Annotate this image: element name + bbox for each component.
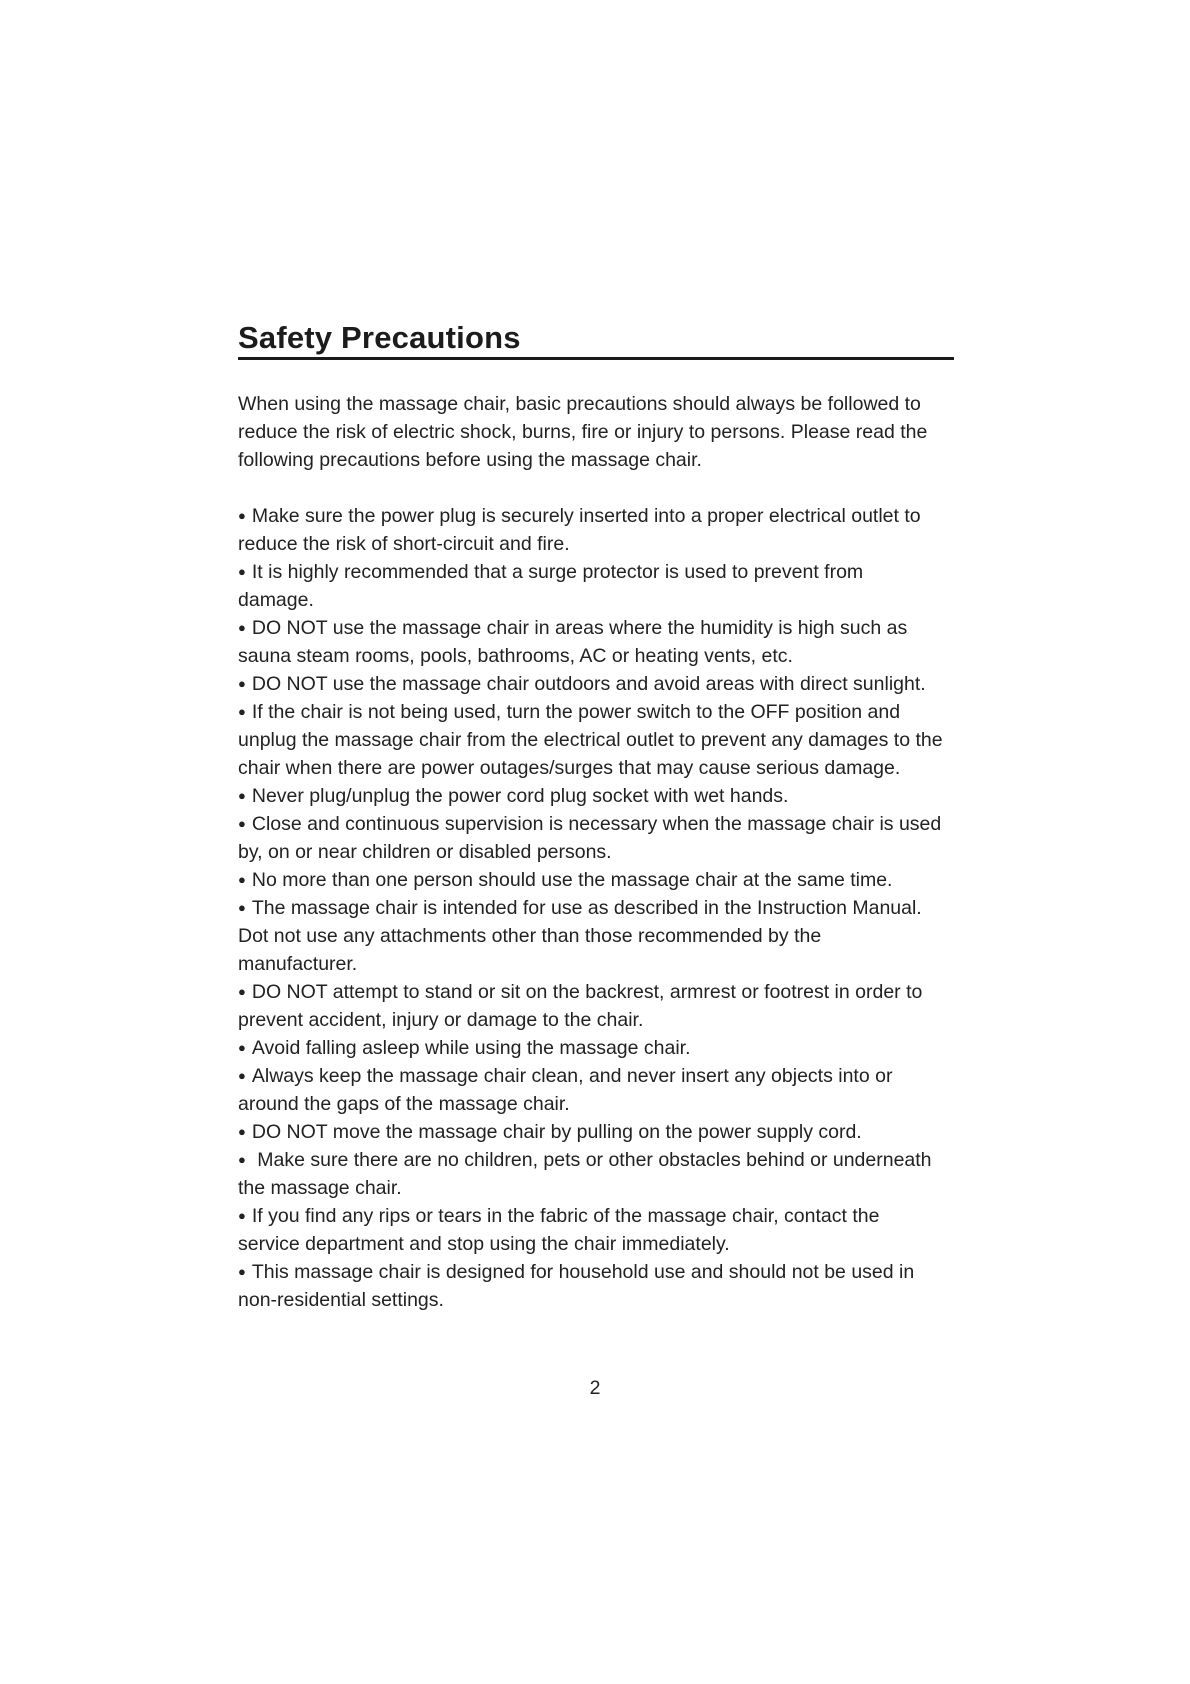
precaution-line (238, 866, 968, 894)
bullet-icon: ● (238, 564, 246, 579)
precaution-item (238, 614, 968, 670)
precaution-line (238, 1146, 968, 1174)
precaution-item (238, 670, 968, 698)
precaution-text: non-residential settings. (238, 1289, 444, 1311)
precaution-text: chair when there are power outages/surges that may cause serious damage. (238, 757, 901, 779)
precaution-text: Make sure there are no children, pets or other obstacles behind or underneath (251, 1149, 932, 1171)
bullet-icon: ● (238, 1264, 246, 1279)
precaution-line (238, 1090, 968, 1118)
precaution-line (238, 950, 968, 978)
precaution-item (238, 502, 968, 558)
precaution-line (238, 810, 968, 838)
precaution-text: If you find any rips or tears in the fabric of the massage chair, contact the (251, 1205, 880, 1227)
bullet-icon: ● (238, 788, 246, 803)
precaution-text: around the gaps of the massage chair. (238, 1093, 570, 1115)
precaution-line (238, 838, 968, 866)
precaution-list (238, 502, 968, 1314)
bullet-icon: ● (238, 1068, 246, 1083)
page-title: Safety Precautions (238, 320, 521, 355)
precaution-text: Always keep the massage chair clean, and never insert any objects into or (251, 1065, 893, 1087)
bullet-icon: ● (238, 816, 246, 831)
precaution-text: Dot not use any attachments other than those recommended by the (238, 925, 822, 947)
intro-line: reduce the risk of electric shock, burns, fire or injury to persons. Please read the (238, 421, 928, 443)
page-content (238, 390, 968, 1314)
precaution-line (238, 1062, 968, 1090)
precaution-text: Close and continuous supervision is necessary when the massage chair is used (251, 813, 942, 835)
precaution-text: Avoid falling asleep while using the massage chair. (251, 1037, 691, 1059)
precaution-text: The massage chair is intended for use as described in the Instruction Manual. (251, 897, 922, 919)
precaution-item (238, 866, 968, 894)
precaution-line (238, 558, 968, 586)
precaution-text: unplug the massage chair from the electrical outlet to prevent any damages to the (238, 729, 943, 751)
precaution-line (238, 754, 968, 782)
precaution-text: the massage chair. (238, 1177, 402, 1199)
title-underline (238, 357, 954, 360)
precaution-item (238, 1258, 968, 1314)
bullet-icon: ● (238, 704, 246, 719)
precaution-text: DO NOT attempt to stand or sit on the backrest, armrest or footrest in order to (251, 981, 923, 1003)
precaution-text: sauna steam rooms, pools, bathrooms, AC or heating vents, etc. (238, 645, 793, 667)
precaution-line (238, 1118, 968, 1146)
precaution-line (238, 922, 968, 950)
bullet-icon: ● (238, 984, 246, 999)
precaution-item (238, 978, 968, 1034)
precaution-text: Never plug/unplug the power cord plug socket with wet hands. (251, 785, 789, 807)
precaution-line (238, 670, 968, 698)
page-number: 2 (589, 1377, 601, 1399)
precaution-item (238, 1118, 968, 1146)
precaution-line (238, 698, 968, 726)
precaution-text: DO NOT move the massage chair by pulling on the power supply cord. (251, 1121, 862, 1143)
precaution-text: DO NOT use the massage chair outdoors and avoid areas with direct sunlight. (251, 673, 926, 695)
precaution-item (238, 698, 968, 782)
precaution-line (238, 530, 968, 558)
intro-paragraph (238, 390, 968, 474)
precaution-line (238, 1286, 968, 1314)
precaution-text: If the chair is not being used, turn the power switch to the OFF position and (251, 701, 901, 723)
precaution-line (238, 1006, 968, 1034)
precaution-text: DO NOT use the massage chair in areas where the humidity is high such as (251, 617, 908, 639)
precaution-item (238, 782, 968, 810)
precaution-item (238, 1146, 968, 1202)
precaution-line (238, 726, 968, 754)
precaution-text: No more than one person should use the massage chair at the same time. (251, 869, 893, 891)
precaution-text: by, on or near children or disabled persons. (238, 841, 612, 863)
precaution-text: This massage chair is designed for household use and should not be used in (251, 1261, 915, 1283)
bullet-icon: ● (238, 900, 246, 915)
bullet-icon: ● (238, 1040, 246, 1055)
precaution-text: reduce the risk of short-circuit and fire. (238, 533, 570, 555)
precaution-line (238, 586, 968, 614)
precaution-text: damage. (238, 589, 314, 611)
precaution-line (238, 1230, 968, 1258)
precaution-text: Make sure the power plug is securely inserted into a proper electrical outlet to (251, 505, 921, 527)
precaution-item (238, 894, 968, 978)
precaution-item (238, 558, 968, 614)
precaution-text: prevent accident, injury or damage to the chair. (238, 1009, 644, 1031)
bullet-icon: ● (238, 1152, 246, 1167)
bullet-icon: ● (238, 1208, 246, 1223)
precaution-line (238, 614, 968, 642)
bullet-icon: ● (238, 872, 246, 887)
precaution-line (238, 1258, 968, 1286)
bullet-icon: ● (238, 676, 246, 691)
precaution-line (238, 894, 968, 922)
bullet-icon: ● (238, 1124, 246, 1139)
precaution-item (238, 1202, 968, 1258)
precaution-line (238, 1174, 968, 1202)
bullet-icon: ● (238, 620, 246, 635)
precaution-line (238, 978, 968, 1006)
precaution-line (238, 642, 968, 670)
intro-line: When using the massage chair, basic precautions should always be followed to (238, 393, 921, 415)
precaution-text: service department and stop using the chair immediately. (238, 1233, 730, 1255)
precaution-line (238, 1034, 968, 1062)
precaution-text: It is highly recommended that a surge protector is used to prevent from (251, 561, 864, 583)
precaution-line (238, 1202, 968, 1230)
precaution-line (238, 782, 968, 810)
bullet-icon: ● (238, 508, 246, 523)
precaution-line (238, 502, 968, 530)
precaution-item (238, 1034, 968, 1062)
paragraph-gap (238, 474, 968, 502)
precaution-text: manufacturer. (238, 953, 358, 975)
precaution-item (238, 810, 968, 866)
intro-line: following precautions before using the massage chair. (238, 449, 702, 471)
precaution-item (238, 1062, 968, 1118)
